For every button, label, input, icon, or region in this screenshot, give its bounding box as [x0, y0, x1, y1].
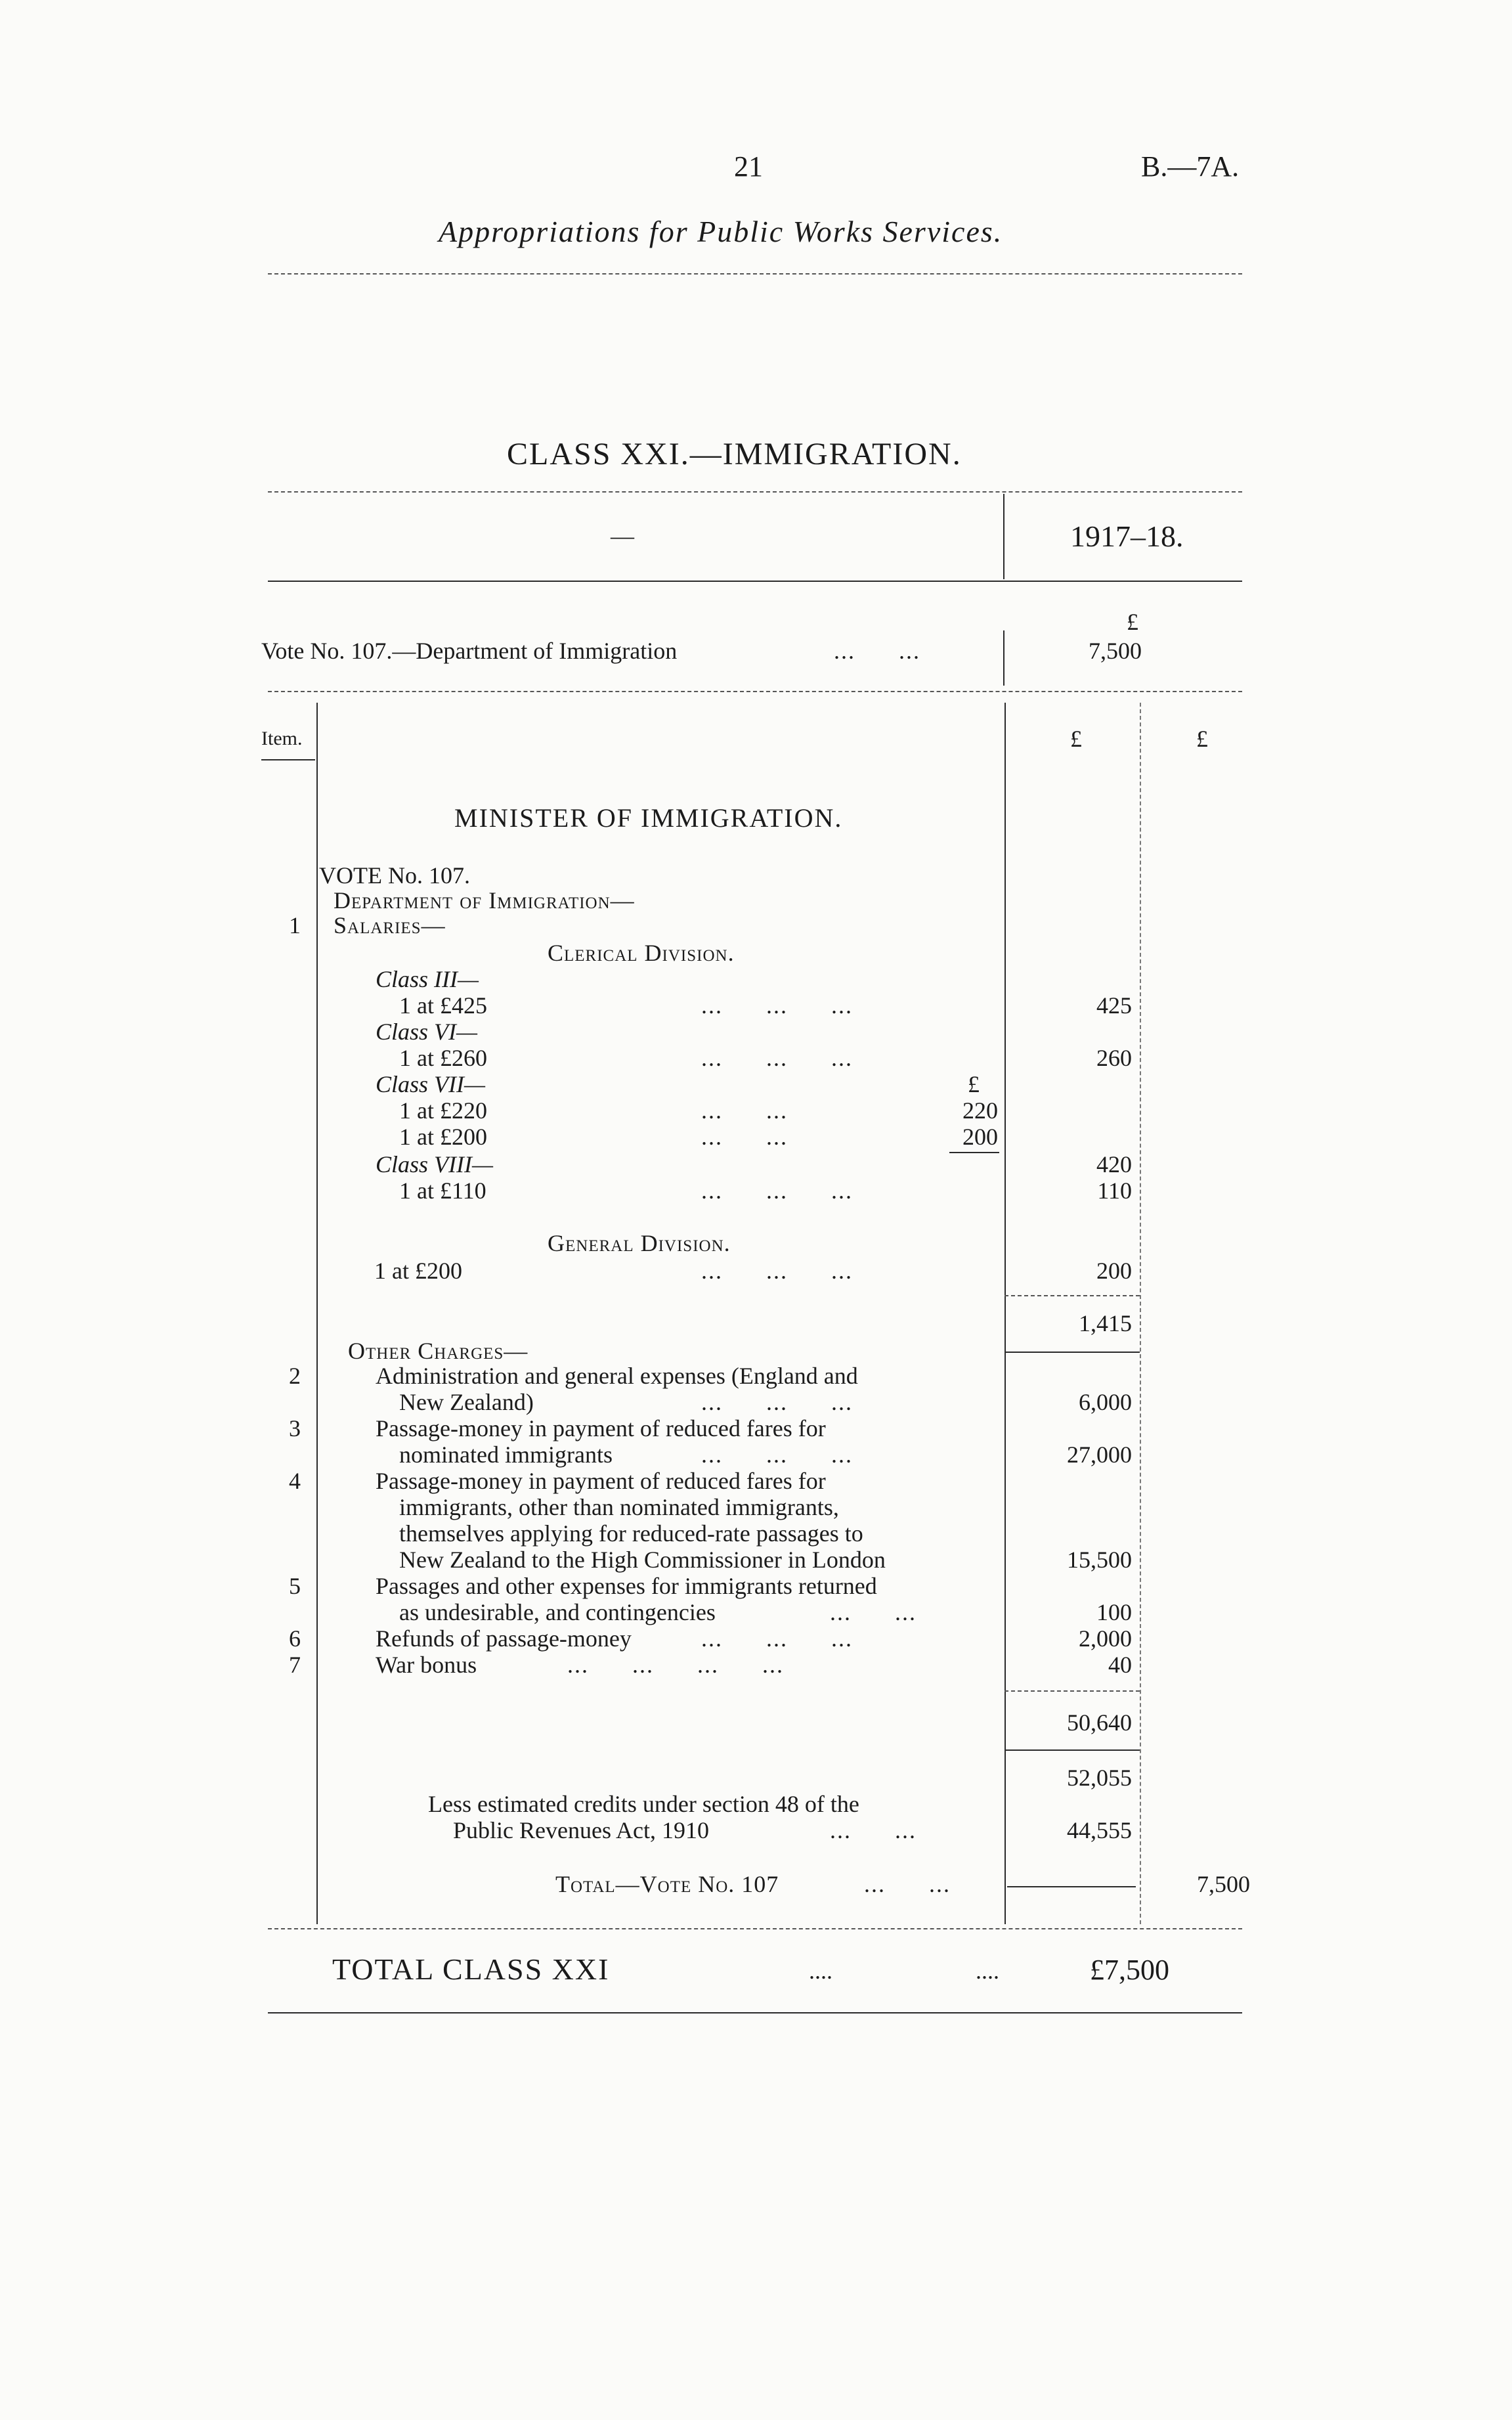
item-column-rule: [316, 703, 318, 1924]
column-2-currency: £: [1070, 726, 1082, 752]
item-3-amount: 27,000: [1067, 1441, 1132, 1468]
footer-dots-2: ....: [976, 1958, 999, 1984]
item-number-4: 4: [289, 1468, 301, 1494]
item-header: Item.: [261, 728, 303, 749]
salaries-total: 1,415: [1079, 1310, 1132, 1336]
item-2-line-1: Administration and general expenses (England and: [376, 1363, 858, 1389]
item-6-amount: 2,000: [1079, 1625, 1132, 1652]
class-viii-line: 1 at £110: [399, 1177, 486, 1204]
total-vote-label: Total—Vote No. 107: [555, 1871, 779, 1897]
other-charges-total-rule: [1004, 1749, 1140, 1751]
class-vi-line: 1 at £260: [399, 1045, 487, 1071]
vote-number: VOTE No. 107.: [319, 862, 470, 889]
leader-dots: ... ...: [701, 1097, 788, 1124]
other-charges-total: 50,640: [1067, 1709, 1132, 1736]
department-heading: Department of Immigration—: [334, 887, 635, 913]
item-4-line-4: New Zealand to the High Commissioner in London: [399, 1547, 886, 1573]
vote-label: Vote No. 107.—Department of Immigration: [261, 638, 678, 664]
item-4-amount: 15,500: [1067, 1547, 1132, 1573]
leader-dots: ... ... ...: [701, 1625, 853, 1652]
leader-dots: ... ... ...: [701, 1389, 853, 1415]
class-vii-line-1: 1 at £220: [399, 1097, 487, 1124]
column-3-currency: £: [1196, 726, 1208, 752]
item-number-1: 1: [289, 912, 301, 938]
class-viii-label: Class VIII—: [376, 1151, 493, 1177]
leader-dots: ... ...: [830, 1817, 917, 1843]
salaries-subtotal-rule: [1004, 1295, 1140, 1296]
class-viii-amount: 110: [1097, 1177, 1132, 1204]
clerical-division-heading: Clerical Division.: [548, 940, 735, 966]
class-vii-amount-2: 200: [962, 1124, 998, 1150]
class-vii-amount-1: 220: [962, 1097, 998, 1124]
leader-dots: ... ...: [864, 1871, 951, 1897]
other-charges-subtotal-rule: [1004, 1690, 1140, 1692]
amount-column-rule-1: [1004, 703, 1006, 1924]
footer-rule: [268, 2012, 1242, 2013]
header-rule: [268, 273, 1242, 275]
class-vii-total: 420: [1096, 1151, 1132, 1177]
total-vote-amount: 7,500: [1197, 1871, 1250, 1897]
summary-top-rule: [268, 491, 1242, 493]
item-5-line-1: Passages and other expenses for immigrants returned: [376, 1573, 877, 1599]
class-vii-currency: £: [968, 1071, 980, 1097]
class-vi-label: Class VI—: [376, 1019, 478, 1045]
item-number-7: 7: [289, 1652, 301, 1678]
leader-dots: ... ... ...: [701, 1441, 853, 1468]
total-vote-rule: [1007, 1886, 1136, 1887]
class-iii-amount: 425: [1096, 992, 1132, 1019]
item-number-2: 2: [289, 1363, 301, 1389]
less-credits-line-1: Less estimated credits under section 48 of the: [428, 1791, 859, 1817]
general-division-heading: General Division.: [548, 1230, 731, 1256]
total-class-amount: £7,500: [1090, 1954, 1169, 1986]
salaries-total-rule: [1004, 1352, 1140, 1353]
item-4-line-2: immigrants, other than nominated immigrants,: [399, 1494, 839, 1520]
item-number-3: 3: [289, 1415, 301, 1441]
minister-heading: MINISTER OF IMMIGRATION.: [454, 803, 843, 833]
table-bottom-rule: [268, 1928, 1242, 1929]
item-6-line: Refunds of passage-money: [376, 1625, 632, 1652]
class-vii-line-2: 1 at £200: [399, 1124, 487, 1150]
item-number-5: 5: [289, 1573, 301, 1599]
class-iii-line: 1 at £425: [399, 992, 487, 1019]
item-5-amount: 100: [1096, 1599, 1132, 1625]
item-3-line-1: Passage-money in payment of reduced fares for: [376, 1415, 826, 1441]
item-header-rule: [261, 759, 315, 760]
summary-dash: —: [611, 523, 634, 549]
page-number: 21: [734, 150, 763, 183]
class-vii-label: Class VII—: [376, 1071, 486, 1097]
summary-divider-2: [1003, 630, 1004, 686]
gross-total: 52,055: [1067, 1765, 1132, 1791]
page-subtitle: Appropriations for Public Works Services.: [439, 215, 1003, 248]
summary-mid-rule: [268, 581, 1242, 582]
leader-dots: ... ... ...: [701, 1258, 853, 1284]
item-number-6: 6: [289, 1625, 301, 1652]
leader-dots: ... ...: [834, 638, 920, 664]
summary-currency: £: [1127, 609, 1138, 635]
other-charges-heading: Other Charges—: [348, 1338, 529, 1364]
summary-bottom-rule: [268, 691, 1242, 692]
class-vi-amount: 260: [1096, 1045, 1132, 1071]
general-division-line: 1 at £200: [374, 1258, 462, 1284]
footer-dots-1: ....: [809, 1958, 832, 1984]
class-iii-label: Class III—: [376, 966, 479, 992]
leader-dots: ... ... ... ...: [567, 1652, 784, 1678]
item-3-line-2: nominated immigrants: [399, 1441, 613, 1468]
item-7-line: War bonus: [376, 1652, 477, 1678]
total-class-label: TOTAL CLASS XXI: [332, 1952, 610, 1986]
leader-dots: ... ... ...: [701, 1045, 853, 1071]
summary-divider: [1003, 494, 1004, 579]
general-division-amount: 200: [1096, 1258, 1132, 1284]
class-vii-subtotal-rule: [949, 1152, 999, 1153]
leader-dots: ... ...: [830, 1599, 917, 1625]
vote-amount: 7,500: [1089, 638, 1142, 664]
document-reference: B.—7A.: [1141, 150, 1240, 183]
item-7-amount: 40: [1108, 1652, 1132, 1678]
item-2-amount: 6,000: [1079, 1389, 1132, 1415]
salaries-heading: Salaries—: [334, 912, 446, 938]
less-credits-amount: 44,555: [1067, 1817, 1132, 1843]
class-title: CLASS XXI.—IMMIGRATION.: [507, 437, 962, 472]
item-4-line-3: themselves applying for reduced-rate passages to: [399, 1520, 863, 1547]
leader-dots: ... ... ...: [701, 1177, 853, 1204]
amount-column-rule-2: [1140, 703, 1141, 1924]
item-4-line-1: Passage-money in payment of reduced fares for: [376, 1468, 826, 1494]
year-heading: 1917–18.: [1070, 519, 1184, 553]
item-5-line-2: as undesirable, and contingencies: [399, 1599, 716, 1625]
item-2-line-2: New Zealand): [399, 1389, 534, 1415]
less-credits-line-2: Public Revenues Act, 1910: [453, 1817, 709, 1843]
leader-dots: ... ...: [701, 1124, 788, 1150]
leader-dots: ... ... ...: [701, 992, 853, 1019]
